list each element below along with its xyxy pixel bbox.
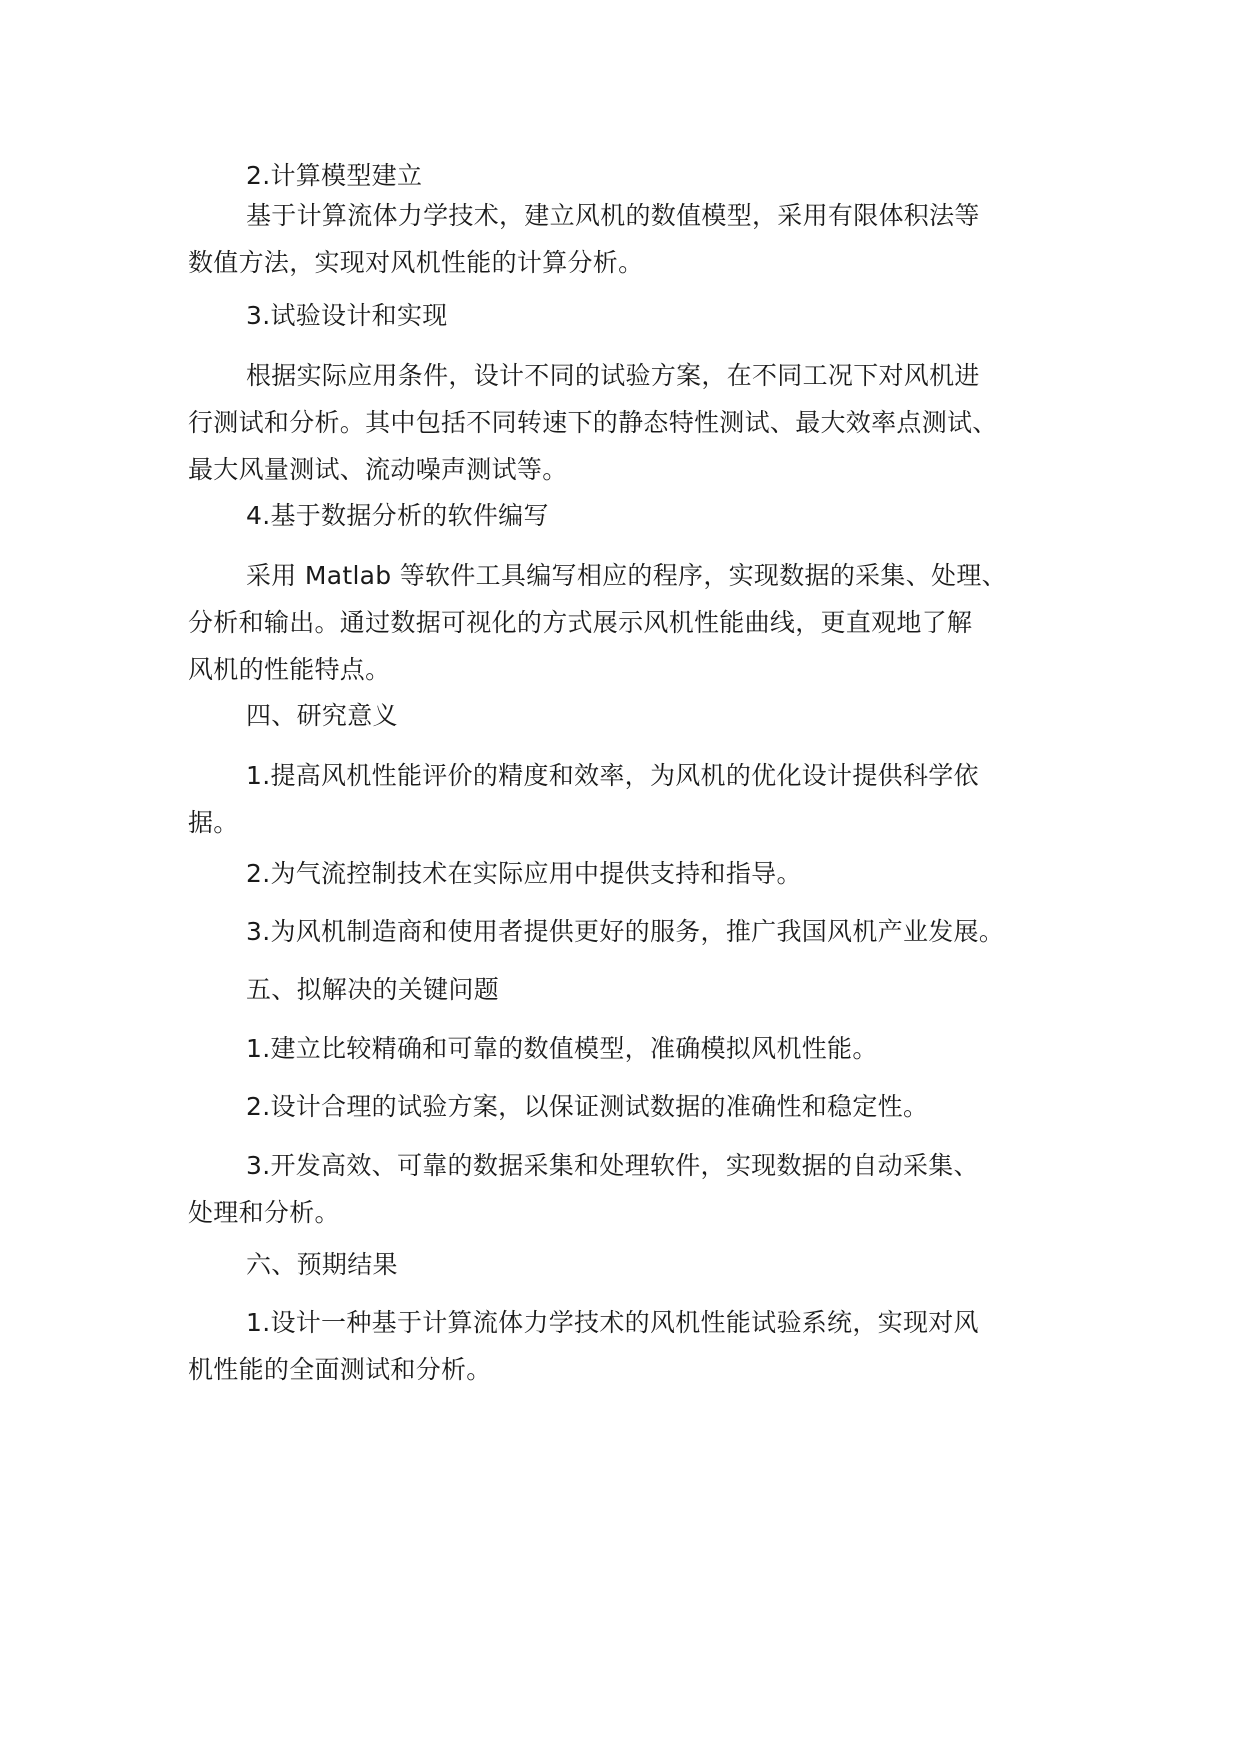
text-line: 1.建立比较精确和可靠的数值模型，准确模拟风机性能。 bbox=[246, 1034, 878, 1063]
text-line: 处理和分析。 bbox=[188, 1198, 340, 1227]
list-item bbox=[188, 752, 1068, 846]
text-line: 风机的性能特点。 bbox=[188, 655, 391, 684]
text-line: 据。 bbox=[188, 808, 239, 837]
text-line: 3.试验设计和实现 bbox=[246, 301, 448, 330]
text-line: 2.为气流控制技术在实际应用中提供支持和指导。 bbox=[246, 859, 802, 888]
text-line: 1.设计一种基于计算流体力学技术的风机性能试验系统，实现对风 bbox=[246, 1308, 979, 1337]
text-line: 2.设计合理的试验方案，以保证测试数据的准确性和稳定性。 bbox=[246, 1092, 929, 1121]
text-line: 机性能的全面测试和分析。 bbox=[188, 1355, 492, 1384]
chapter-heading-expected-results bbox=[188, 1241, 1068, 1288]
text-line: 2.计算模型建立 bbox=[246, 161, 423, 190]
text-line: 数值方法，实现对风机性能的计算分析。 bbox=[188, 248, 644, 277]
text-line: 分析和输出。通过数据可视化的方式展示风机性能曲线，更直观地了解 bbox=[188, 608, 973, 637]
paragraph-experiment bbox=[188, 352, 1068, 493]
text-line: 六、预期结果 bbox=[246, 1250, 398, 1279]
text-line: 五、拟解决的关键问题 bbox=[246, 975, 500, 1004]
text-line: 根据实际应用条件，设计不同的试验方案，在不同工况下对风机进 bbox=[246, 361, 980, 390]
text-line: 1.提高风机性能评价的精度和效率，为风机的优化设计提供科学依 bbox=[246, 761, 979, 790]
section-heading-experiment bbox=[188, 292, 1068, 339]
list-item bbox=[188, 1142, 1068, 1236]
text-line: 基于计算流体力学技术，建立风机的数值模型，采用有限体积法等 bbox=[246, 201, 980, 230]
text-line: 四、研究意义 bbox=[246, 701, 398, 730]
list-item bbox=[188, 1083, 1068, 1130]
list-item bbox=[188, 908, 1068, 955]
list-item bbox=[188, 850, 1068, 897]
text-line: 行测试和分析。其中包括不同转速下的静态特性测试、最大效率点测试、 bbox=[188, 408, 998, 437]
list-item bbox=[188, 1299, 1068, 1393]
text-line: 4.基于数据分析的软件编写 bbox=[246, 501, 549, 530]
paragraph-software bbox=[188, 552, 1068, 693]
chapter-heading-key-problems bbox=[188, 966, 1068, 1013]
chapter-heading-significance bbox=[188, 692, 1068, 739]
list-item bbox=[188, 1025, 1068, 1072]
text-line: 最大风量测试、流动噪声测试等。 bbox=[188, 455, 568, 484]
text-line: 3.为风机制造商和使用者提供更好的服务，推广我国风机产业发展。 bbox=[246, 917, 1005, 946]
paragraph-model bbox=[188, 192, 1068, 286]
text-line: 3.开发高效、可靠的数据采集和处理软件，实现数据的自动采集、 bbox=[246, 1151, 979, 1180]
section-heading-software bbox=[188, 492, 1068, 539]
text-line: 采用 Matlab 等软件工具编写相应的程序，实现数据的采集、处理、 bbox=[246, 561, 1007, 590]
